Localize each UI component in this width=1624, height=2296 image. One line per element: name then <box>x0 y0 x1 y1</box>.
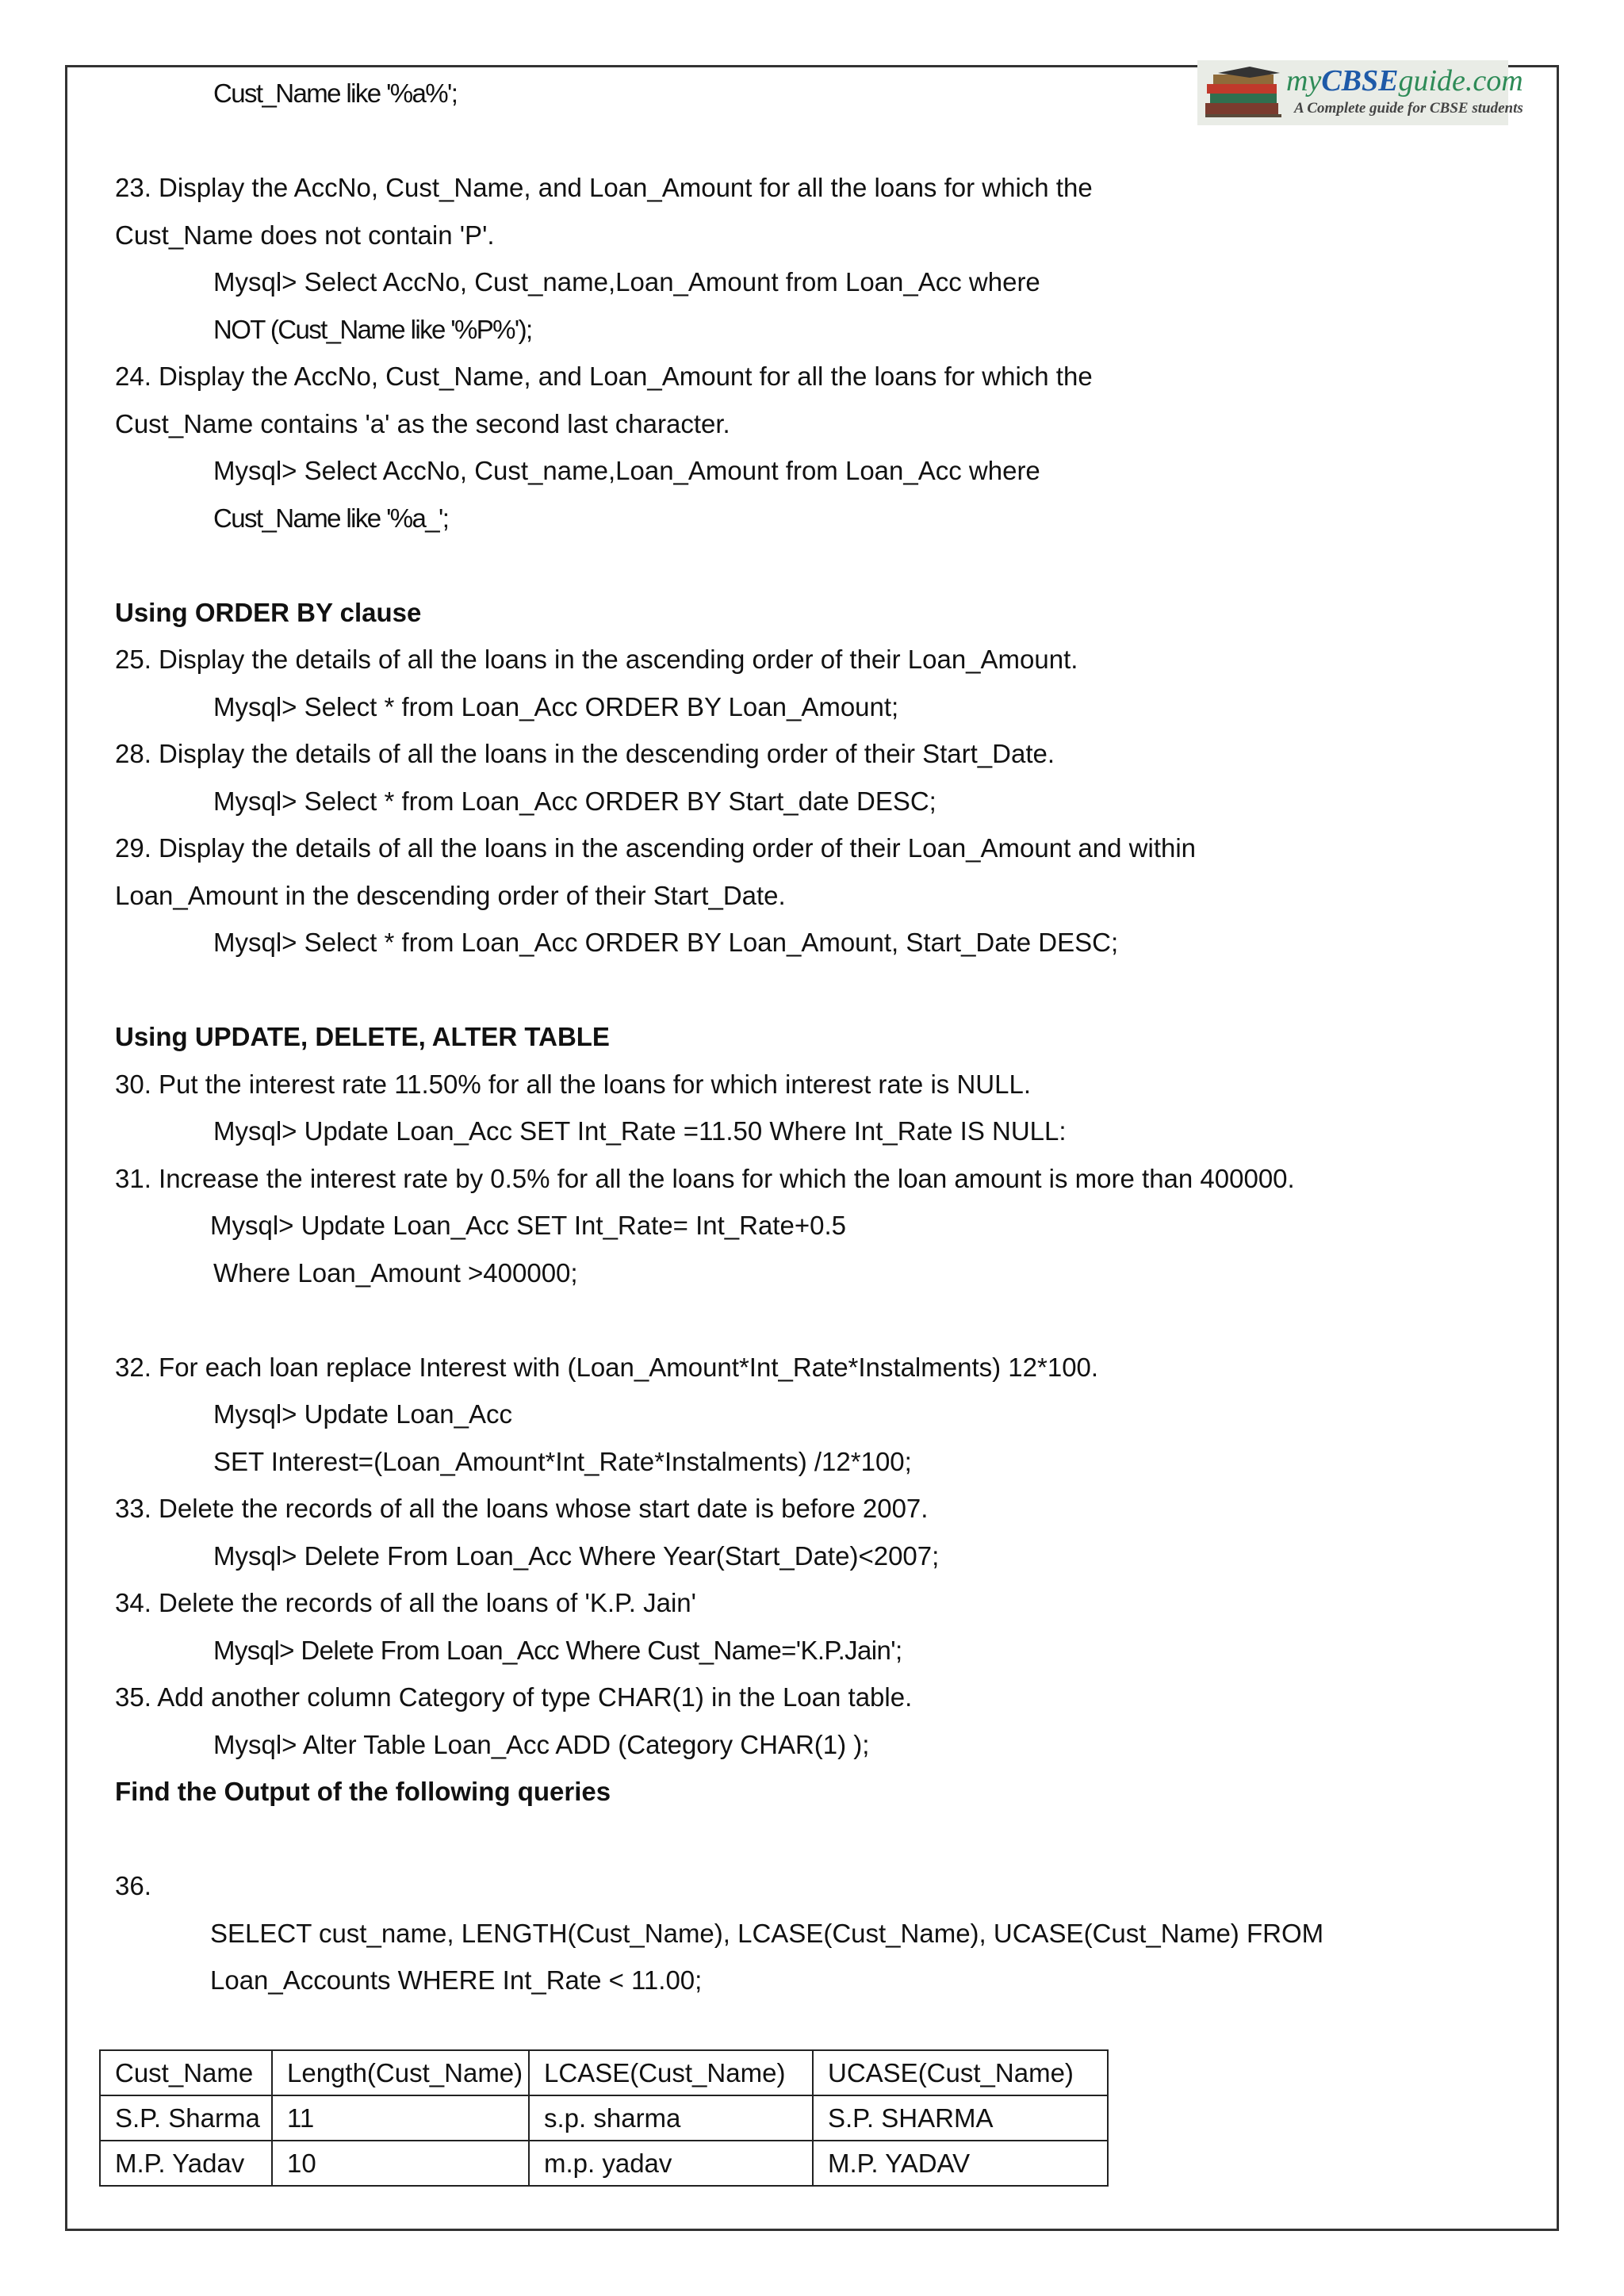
question-24-text: 24. Display the AccNo, Cust_Name, and Loan_Amount for all the loans for which the <box>115 362 1093 391</box>
question-29-text: 29. Display the details of all the loans in the ascending order of their Loan_Amount and within <box>115 833 1197 863</box>
sql-line: Mysql> Alter Table Loan_Acc ADD (Category CHAR(1) ); <box>213 1729 870 1759</box>
table-header-cell: Cust_Name <box>100 2050 272 2095</box>
sql-line: Mysql> Delete From Loan_Acc Where Year(Start_Date)<2007; <box>213 1540 940 1571</box>
spacer <box>115 966 1534 1014</box>
sql-line: SET Interest=(Loan_Amount*Int_Rate*Instalments) /12*100; <box>213 1446 912 1476</box>
question-29-text: Loan_Amount in the descending order of their Start_Date. <box>115 880 786 910</box>
question-28-text: 28. Display the details of all the loans in the descending order of their Start_Date. <box>115 739 1055 768</box>
spacer <box>115 117 1534 165</box>
question-23-text: 23. Display the AccNo, Cust_Name, and Loan_Amount for all the loans for which the <box>115 173 1093 202</box>
table-cell: M.P. YADAV <box>813 2141 1108 2186</box>
question-36-number: 36. <box>115 1871 151 1900</box>
table-header-cell: Length(Cust_Name) <box>272 2050 529 2095</box>
sql-line: Mysql> Select AccNo, Cust_name,Loan_Amount from Loan_Acc where <box>213 267 1040 297</box>
table-cell: 11 <box>272 2095 529 2141</box>
question-32-text: 32. For each loan replace Interest with (Loan_Amount*Int_Rate*Instalments) 12*100. <box>115 1352 1099 1382</box>
question-33-text: 33. Delete the records of all the loans whose start date is before 2007. <box>115 1494 929 1523</box>
table-cell: S.P. SHARMA <box>813 2095 1108 2141</box>
section-heading-update: Using UPDATE, DELETE, ALTER TABLE <box>115 1022 610 1051</box>
sql-line: Mysql> Select AccNo, Cust_name,Loan_Amount from Loan_Acc where <box>213 456 1040 485</box>
logo-brand: myCBSEguide.com <box>1286 64 1523 98</box>
table-row <box>100 2095 1108 2141</box>
sql-line: Loan_Accounts WHERE Int_Rate < 11.00; <box>210 1965 703 1995</box>
table-row <box>100 2141 1108 2186</box>
question-24-text: Cust_Name contains 'a' as the second last character. <box>115 408 730 438</box>
question-31-text: 31. Increase the interest rate by 0.5% for all the loans for which the loan amount is more than 400000. <box>115 1163 1295 1193</box>
question-30-text: 30. Put the interest rate 11.50% for all the loans for which interest rate is NULL. <box>115 1069 1031 1099</box>
spacer <box>115 541 1534 589</box>
question-23-text: Cust_Name does not contain 'P'. <box>115 220 495 250</box>
sql-line: Mysql> Select * from Loan_Acc ORDER BY Start_date DESC; <box>213 786 936 816</box>
question-25-text: 25. Display the details of all the loans in the ascending order of their Loan_Amount. <box>115 645 1078 674</box>
sql-line: Mysql> Select * from Loan_Acc ORDER BY Loan_Amount, Start_Date DESC; <box>213 928 1119 957</box>
table-cell: s.p. sharma <box>529 2095 813 2141</box>
output-table <box>99 2049 1109 2187</box>
spacer <box>115 1816 1534 1863</box>
question-34-text: 34. Delete the records of all the loans of 'K.P. Jain' <box>115 1588 696 1617</box>
sql-line: Mysql> Update Loan_Acc SET Int_Rate= Int_Rate+0.5 <box>210 1211 846 1240</box>
table-header-row <box>100 2050 1108 2095</box>
page-content <box>115 70 1534 2004</box>
spacer <box>115 1296 1534 1344</box>
table-cell: S.P. Sharma <box>100 2095 272 2141</box>
table-cell: m.p. yadav <box>529 2141 813 2186</box>
table-header-cell: UCASE(Cust_Name) <box>813 2050 1108 2095</box>
table-cell: 10 <box>272 2141 529 2186</box>
section-heading-output: Find the Output of the following queries <box>115 1777 611 1806</box>
table-cell: M.P. Yadav <box>100 2141 272 2186</box>
sql-line: Mysql> Delete From Loan_Acc Where Cust_Name='K.P.Jain'; <box>213 1635 902 1665</box>
sql-line: NOT (Cust_Name like '%P%'); <box>213 314 532 344</box>
table-header-cell: LCASE(Cust_Name) <box>529 2050 813 2095</box>
sql-line: Mysql> Update Loan_Acc SET Int_Rate =11.50 Where Int_Rate IS NULL: <box>213 1116 1067 1146</box>
sql-line: Mysql> Select * from Loan_Acc ORDER BY Loan_Amount; <box>213 691 899 721</box>
sql-line: Where Loan_Amount >400000; <box>213 1257 578 1288</box>
section-heading-order-by: Using ORDER BY clause <box>115 597 422 627</box>
sql-line: SELECT cust_name, LENGTH(Cust_Name), LCASE(Cust_Name), UCASE(Cust_Name) FROM <box>210 1918 1324 1948</box>
logo-tagline: A Complete guide for CBSE students <box>1294 100 1523 117</box>
question-35-text: 35. Add another column Category of type CHAR(1) in the Loan table. <box>115 1682 913 1712</box>
sql-line: Cust_Name like '%a%'; <box>213 78 458 108</box>
sql-line: Mysql> Update Loan_Acc <box>213 1399 512 1429</box>
sql-line: Cust_Name like '%a_'; <box>213 503 449 533</box>
